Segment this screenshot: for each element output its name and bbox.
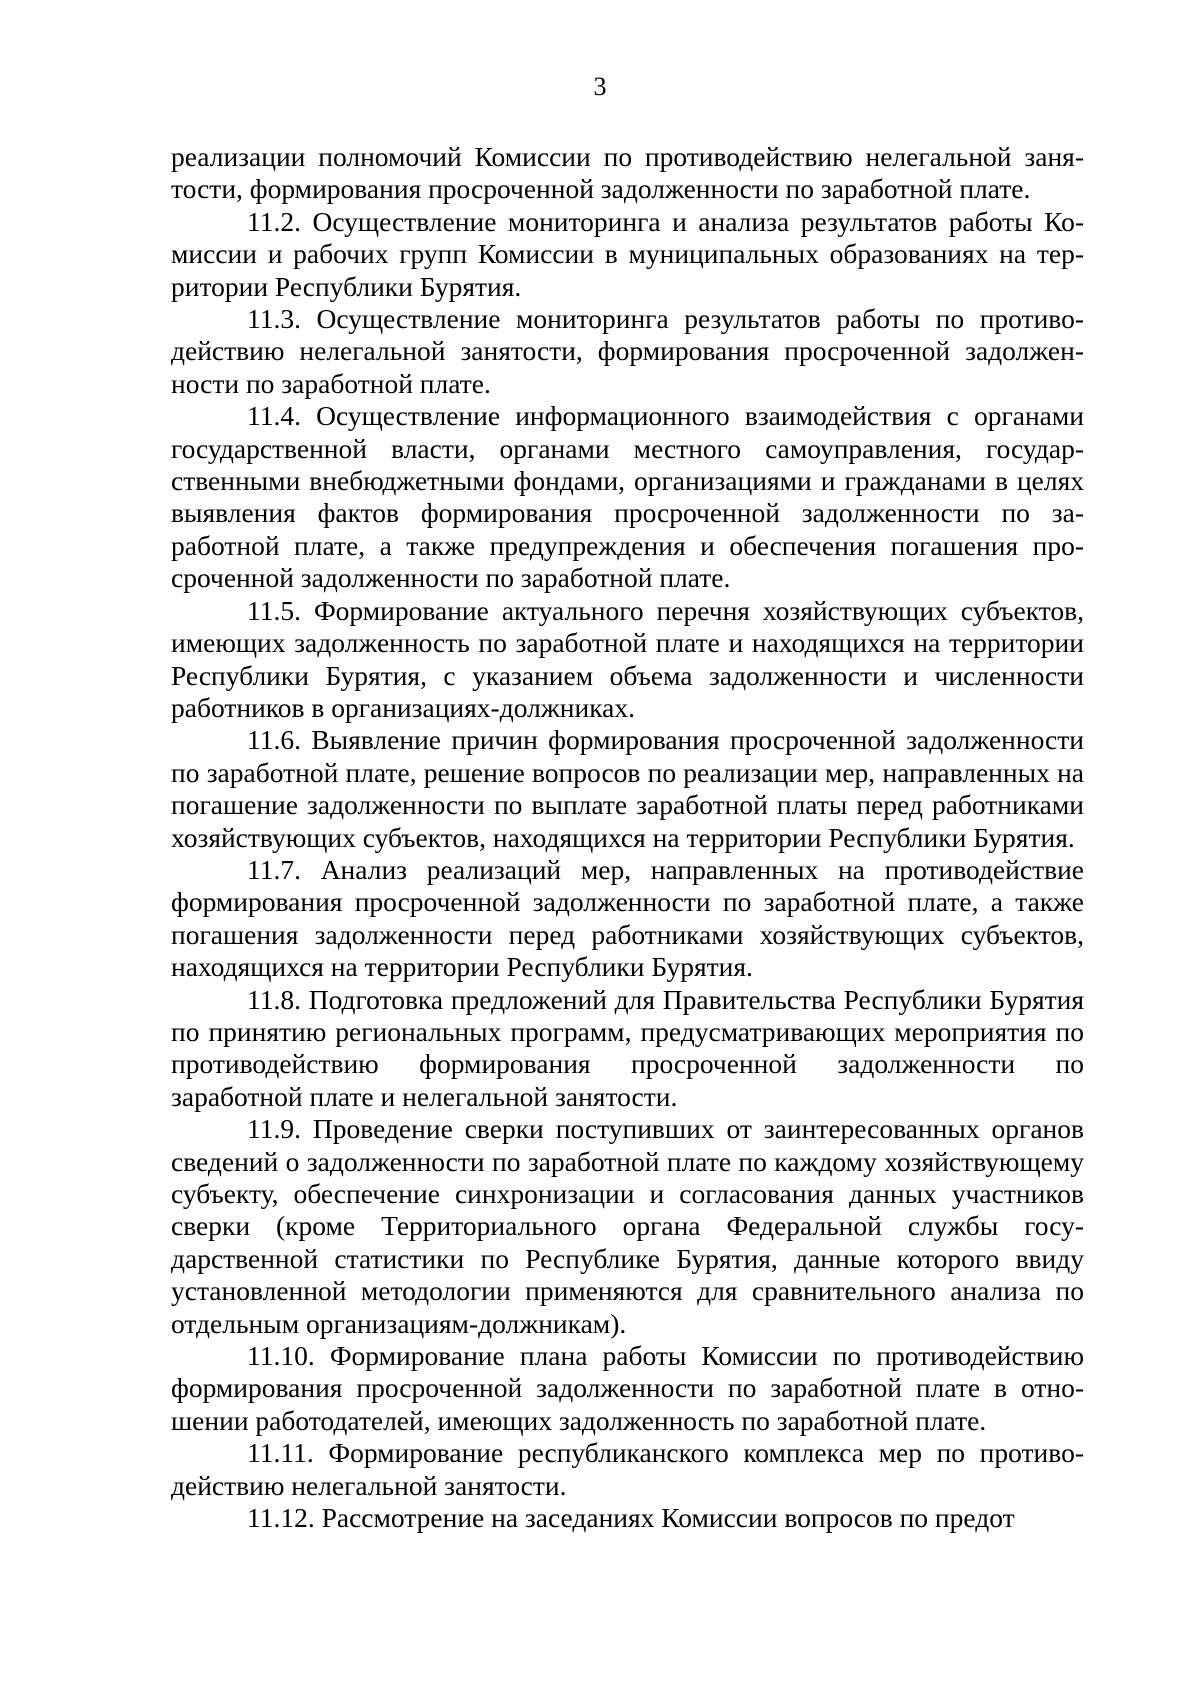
- paragraph-11-12: 11.12. Рассмотрение на заседаниях Комиссии вопросов по предот: [247, 1502, 1015, 1534]
- paragraph-11-8: 11.8. Подготовка предложений для Правительства Республики Бурятия по принятию региональных программ, предусматривающих мероприятия по противодействию формирования просроченной задолженности по заработной плате и нелегальной занятости.: [171, 983, 1084, 1112]
- paragraph-11-2: 11.2. Осуществление мониторинга и анализа результатов работы Комиссии и рабочих групп Комиссии в муниципальных образованиях на территории Республики Бурятия.: [171, 205, 1084, 302]
- paragraph-11-3: 11.3. Осуществление мониторинга результатов работы по противодействию нелегальной занятости, формирования просроченной задолженности по заработной плате.: [171, 303, 1084, 399]
- paragraph-11-10: 11.10. Формирование плана работы Комиссии по противодействию формирования просроченной задолженности по заработной плате в отношении работодателей, имеющих задолженность по заработной плате.: [171, 1340, 1084, 1436]
- page-number: 3: [593, 72, 607, 101]
- paragraph-continuation: реализации полномочий Комиссии по противодействию нелегальной занятости, формирования просроченной задолженности по заработной плате.: [171, 141, 1084, 205]
- paragraph-11-7: 11.7. Анализ реализаций мер, направленных на противодействие формирования просроченной задолженности по заработной плате, а также погашения задолженности перед работниками хозяйствующих субъектов, находящихся на территории Республики Бурятия.: [171, 853, 1084, 983]
- paragraph-11-5: 11.5. Формирование актуального перечня хозяйствующих субъектов, имеющих задолженность по заработной плате и находящихся на территории Республики Бурятия, с указанием объема задолженности и численности работников в организациях-должниках.: [171, 594, 1084, 723]
- document-body: [171, 141, 1084, 1534]
- paragraph-11-11: 11.11. Формирование республиканского комплекса мер по противодействию нелегальной занятости.: [171, 1437, 1084, 1501]
- paragraph-11-6: 11.6. Выявление причин формирования просроченной задолженности по заработной плате, решение вопросов по реализации мер, направленных на погашение задолженности по выплате заработной платы перед работниками хозяйствующих субъектов, находящихся на территории Республики Бурятия.: [171, 724, 1084, 853]
- paragraph-11-9: 11.9. Проведение сверки поступивших от заинтересованных органов сведений о задолженности по заработной плате по каждому хозяйствующему субъекту, обеспечение синхронизации и согласования данных участников сверки (кроме Территориального органа Федеральной службы государственной статистики по Республике Бурятия, данные которого ввиду установленной методологии применяются для сравнительного анализа по отдельным организациям-должникам).: [171, 1113, 1084, 1339]
- paragraph-11-4: 11.4. Осуществление информационного взаимодействия с органами государственной власти, органами местного самоуправления, государственными внебюджетными фондами, организациями и гражданами в целях выявления фактов формирования просроченной задолженности по заработной плате, а также предупреждения и обеспечения погашения просроченной задолженности по заработной плате.: [171, 400, 1084, 594]
